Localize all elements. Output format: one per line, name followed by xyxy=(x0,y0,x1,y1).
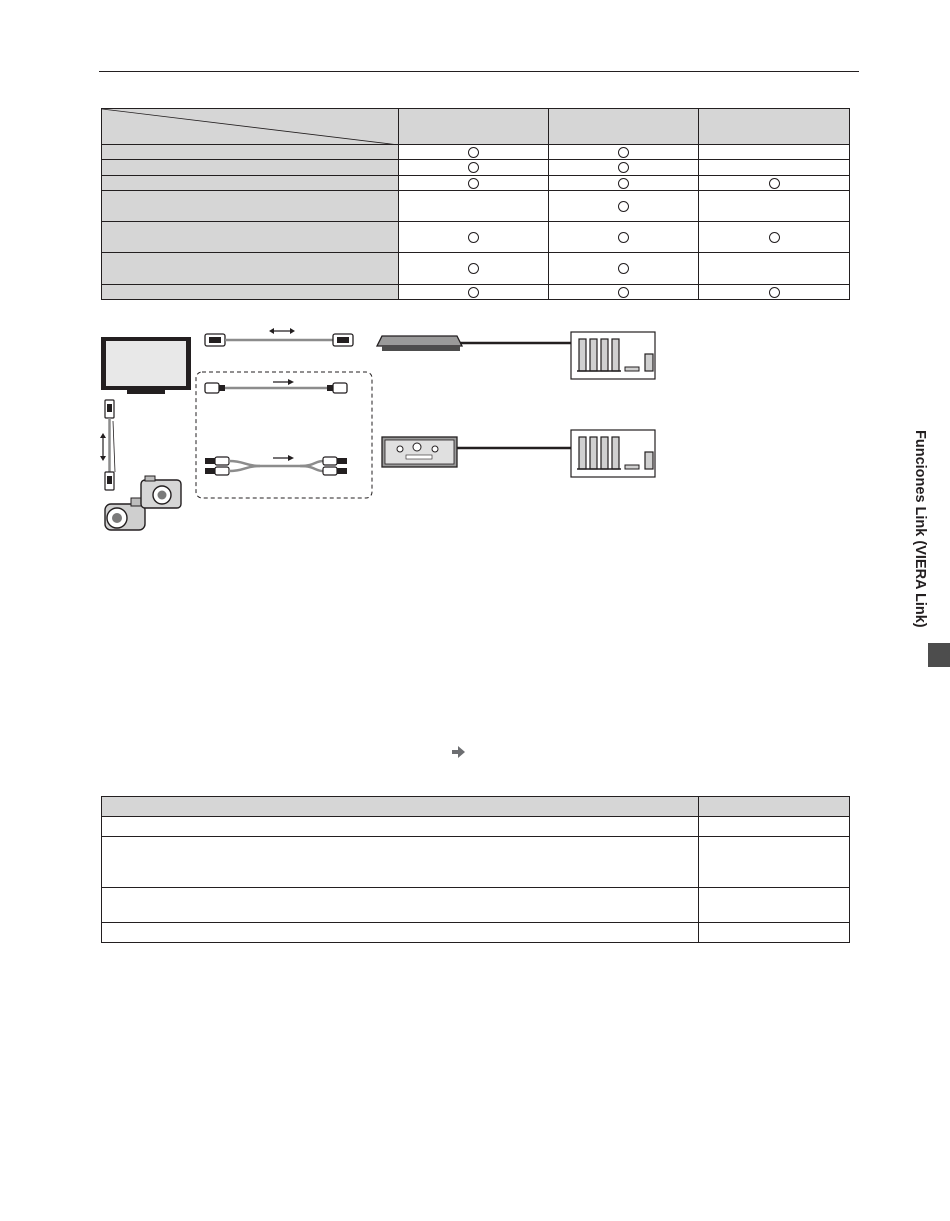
right-arrow-icon xyxy=(273,455,294,461)
circle-mark-icon xyxy=(468,147,479,158)
camcorder-icon xyxy=(105,498,145,530)
right-arrow-icon xyxy=(273,379,294,385)
circle-mark-icon xyxy=(769,232,780,243)
hdmi-plug-icon xyxy=(105,472,114,490)
table-cell xyxy=(549,160,699,176)
player-device-icon xyxy=(377,336,462,351)
summary-table xyxy=(101,796,850,943)
table-cell xyxy=(699,923,850,943)
diagonal-line xyxy=(102,109,399,145)
circle-mark-icon xyxy=(618,287,629,298)
header-col-1 xyxy=(399,109,549,145)
table-cell xyxy=(399,191,549,222)
hdmi-plug-icon xyxy=(205,334,225,346)
rca-plug-icon xyxy=(205,457,229,475)
circle-mark-icon xyxy=(618,201,629,212)
table-row xyxy=(102,837,850,888)
table-cell xyxy=(399,176,549,191)
side-tab-marker xyxy=(928,643,950,667)
speaker-system-icon xyxy=(571,430,655,477)
circle-mark-icon xyxy=(618,162,629,173)
amplifier-icon xyxy=(382,437,457,467)
hdmi-plug-icon xyxy=(333,334,353,346)
table-cell xyxy=(699,176,850,191)
table-cell xyxy=(699,817,850,837)
circle-mark-icon xyxy=(618,263,629,274)
table-cell xyxy=(699,837,850,888)
table-cell xyxy=(699,888,850,923)
table-cell xyxy=(699,160,850,176)
table-row xyxy=(102,145,850,160)
table-cell xyxy=(699,222,850,253)
table-cell xyxy=(399,285,549,300)
optical-plug-icon xyxy=(205,383,225,393)
side-tab-title: Funciones Link (VIERA Link) xyxy=(912,430,928,628)
table-cell xyxy=(102,817,699,837)
optical-plug-icon xyxy=(327,383,347,393)
row-label-cell xyxy=(102,176,399,191)
table-cell xyxy=(549,191,699,222)
hdmi-plug-icon xyxy=(105,400,114,418)
table-row xyxy=(102,817,850,837)
top-rule xyxy=(99,71,859,72)
table-cell xyxy=(549,222,699,253)
table-cell xyxy=(549,176,699,191)
row-label-cell xyxy=(102,285,399,300)
header-col-2 xyxy=(549,109,699,145)
tv-icon xyxy=(101,337,191,394)
circle-mark-icon xyxy=(468,232,479,243)
table-cell xyxy=(399,253,549,285)
table-cell xyxy=(399,160,549,176)
feature-table-header xyxy=(102,109,850,145)
row-label-cell xyxy=(102,191,399,222)
table-row xyxy=(102,888,850,923)
row-label-cell xyxy=(102,145,399,160)
table-cell xyxy=(699,191,850,222)
connection-diagram xyxy=(95,322,675,537)
table-cell xyxy=(549,145,699,160)
circle-mark-icon xyxy=(618,178,629,189)
circle-mark-icon xyxy=(769,287,780,298)
table-cell xyxy=(399,145,549,160)
table-cell xyxy=(699,285,850,300)
header-corner-cell xyxy=(102,109,399,145)
header-col-3 xyxy=(699,109,850,145)
table-cell xyxy=(102,923,699,943)
table-cell xyxy=(549,253,699,285)
summary-header-col-1 xyxy=(102,797,699,817)
row-label-cell xyxy=(102,160,399,176)
summary-table-header xyxy=(102,797,850,817)
circle-mark-icon xyxy=(468,178,479,189)
table-cell xyxy=(102,837,699,888)
table-row xyxy=(102,253,850,285)
right-arrow-icon xyxy=(452,746,466,758)
circle-mark-icon xyxy=(468,287,479,298)
feature-table xyxy=(101,108,850,300)
table-cell xyxy=(549,285,699,300)
digital-camera-icon xyxy=(141,476,181,508)
table-cell xyxy=(699,253,850,285)
bidirectional-arrow-icon xyxy=(100,433,106,461)
row-label-cell xyxy=(102,253,399,285)
table-row xyxy=(102,222,850,253)
table-row xyxy=(102,923,850,943)
circle-mark-icon xyxy=(618,232,629,243)
circle-mark-icon xyxy=(618,147,629,158)
speaker-system-icon xyxy=(571,332,655,379)
bidirectional-arrow-icon xyxy=(269,328,295,334)
row-label-cell xyxy=(102,222,399,253)
table-cell xyxy=(699,145,850,160)
table-row xyxy=(102,285,850,300)
circle-mark-icon xyxy=(468,162,479,173)
table-cell xyxy=(399,222,549,253)
table-cell xyxy=(102,888,699,923)
table-row xyxy=(102,176,850,191)
rca-plug-icon xyxy=(323,457,347,475)
table-row xyxy=(102,191,850,222)
circle-mark-icon xyxy=(769,178,780,189)
circle-mark-icon xyxy=(468,263,479,274)
summary-header-col-2 xyxy=(699,797,850,817)
table-row xyxy=(102,160,850,176)
